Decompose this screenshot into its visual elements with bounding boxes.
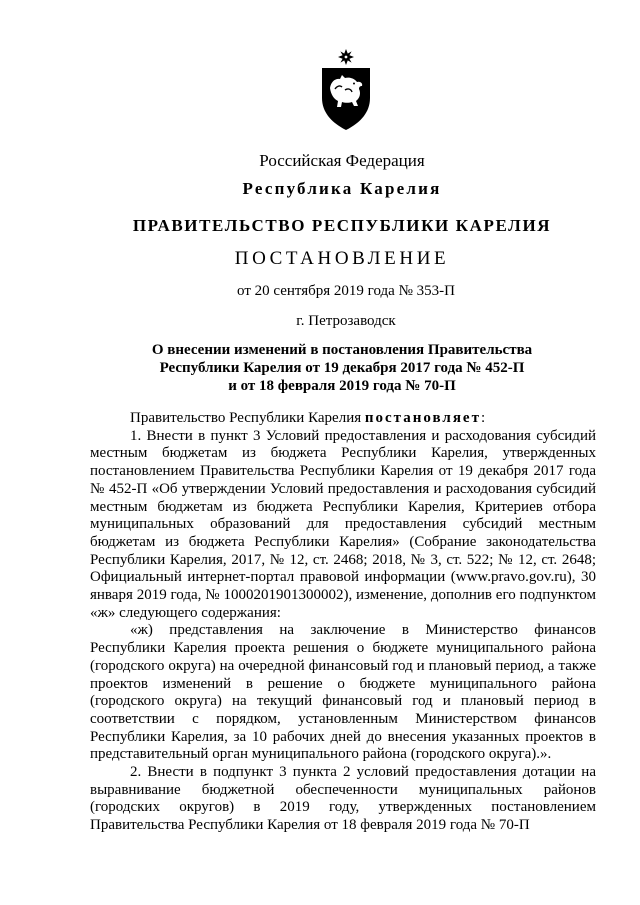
intro-paragraph [90, 410, 596, 428]
city-name: г. Петрозаводск [296, 313, 396, 329]
intro-colon: : [480, 410, 486, 426]
decree-date: от 20 сентября 2019 года № 353-П [237, 283, 455, 299]
paragraph-3: 2. Внести в подпункт 3 пункта 2 условий предоставления дотации на выравнивание бюджетной обеспеченности муниципальных районов (городских округов) в 2019 году, утвержденных постановлением Правительства Республики Карелия от 18 февраля 2019 года № 70-П [90, 764, 596, 834]
paragraph-2: «ж) представления на заключение в Министерство финансов Республики Карелия проекта решения о бюджете муниципального района (городского округа) на очередной финансовый год и плановый период, а также проектов изменений в решение о бюджете муниципального района (городского округа) на текущий финансовый год и плановый период в соответствии с порядком, установленным Министерством финансов Республики Карелия, за 10 рабочих дней до внесения указанных проектов в представительный орган муниципального района (городского округа).». [90, 622, 596, 763]
intro-verb: постановляет [364, 410, 481, 426]
government-name: ПРАВИТЕЛЬСТВО РЕСПУБЛИКИ КАРЕЛИЯ [132, 216, 552, 235]
decree-body [90, 410, 596, 835]
decree-title [22, 341, 640, 395]
decree-title-line: О внесении изменений в постановления Правительства [151, 342, 533, 358]
intro-text: Правительство Республики Карелия [130, 410, 365, 426]
republic-name: Республика Карелия [242, 179, 442, 198]
decree-title-line: Республики Карелия от 19 декабря 2017 года № 452-П [159, 360, 525, 376]
country-name: Российская Федерация [259, 151, 425, 170]
decree-title-line: и от 18 февраля 2019 года № 70-П [228, 378, 456, 394]
paragraph-1: 1. Внести в пункт 3 Условий предоставления и расходования субсидий местным бюджетам из бюджета Республики Карелия, утвержденных постановлением Правительства Республики Карелия от 19 декабря 2017 года № 452-П «Об утверждении Условий предоставления и расходования субсидий местным бюджетам из бюджета Республики Карелия, Критериев отбора муниципальных образований для предоставления субсидий местным бюджетам из бюджета Республики Карелия» (Собрание законодательства Республики Карелия, 2017, № 12, ст. 2468; 2018, № 3, ст. 522; № 12, ст. 2648; Официальный интернет-портал правовой информации (www.pravo.gov.ru), 30 января 2019 года, № 1000201901300002), изменение, дополнив его подпунктом «ж» следующего содержания: [90, 427, 596, 621]
karelia-coat-of-arms-icon [318, 48, 374, 132]
decree-type: ПОСТАНОВЛЕНИЕ [234, 248, 450, 269]
